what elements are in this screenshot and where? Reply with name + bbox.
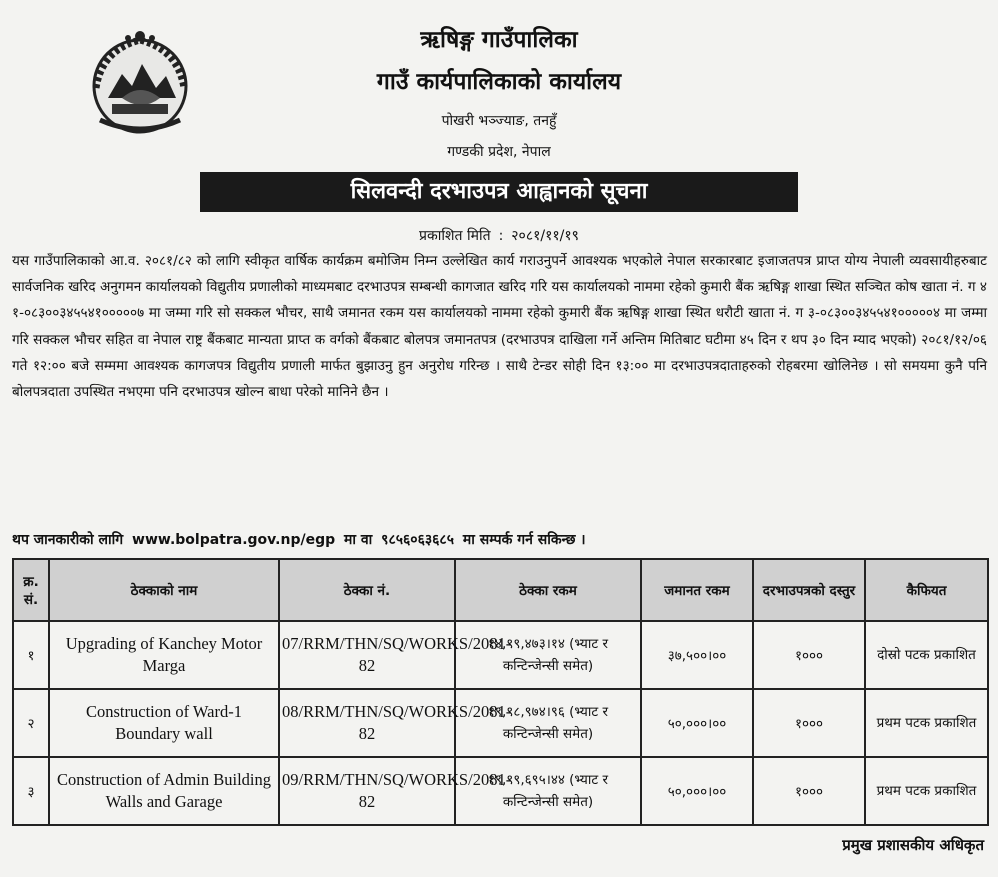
cell-contract-name: Construction of Ward-1 Boundary wall [49,689,279,757]
contact-mid: मा वा [344,532,373,548]
contact-phone: ९८५६०६३६८५ [381,532,454,548]
notice-title: सिलवन्दी दरभाउपत्र आह्वानको सूचना [200,172,798,212]
notice-body: यस गाउँपालिकाको आ.व. २०८१/८२ को लागि स्वीकृत वार्षिक कार्यक्रम बमोजिम निम्न उल्लेखित कार्य गराउनुपर्ने आवश्यक भएकोले नेपाल सरकारबाट इजाजतपत्र प्राप्त योग्य नेपाली व्यवसायीहरुबाट सार्वजनिक खरिद अनुगमन कार्यालयको विद्युतीय प्रणालीको माध्यमबाट दरभाउपत्र सम्बन्धी कागजात खरिद गरि यस कार्यालयको नाममा रहेको कुमारी बैंक ऋषिङ्ग शाखा स्थित सञ्चित कोष खाता नं. ग ४ १-०८३००३४५५४१०००००७ मा जम्मा गरि सो सक्कल भौचर, साथै जमानत रकम यस कार्यालयको नाममा रहेको कुमारी बैंक ऋषिङ्ग शाखा स्थित धरौटी खाता नं. ग ३-०८३००३४५५४१०००००४ मा जम्मा गरि सक्कल भौचर सहित वा नेपाल राष्ट्र बैंकबाट मान्यता प्राप्त क वर्गको बैंकबाट बोलपत्र जमानतपत्र (दरभाउपत्र दाखिला गर्ने अन्तिम मितिबाट घटीमा ४५ दिन र थप ३० दिन म्याद भएको) २०८१/१२/०६ गते १२:०० बजे सम्ममा आवश्यक कागजपत्र विद्युतीय प्रणाली मार्फत बुझाउनु हुन अनुरोध गरिन्छ । साथै टेन्डर सोही दिन १३:०० मा दरभाउपत्रदाताहरुको रोहबरमा खोलिनेछ । सो समयमा कुनै पनि बोलपत्रदाता उपस्थित नभएमा पनि दरभाउपत्र खोल्न बाधा परेको मानिने छैन । [12,253,987,401]
cell-fee: १००० [753,689,865,757]
cell-contract-name: Upgrading of Kanchey Motor Marga [49,621,279,689]
table-row [13,757,988,825]
office-name: गाउँ कार्यपालिकाको कार्यालय [376,69,622,95]
cell-bid-security: ५०,०००।०० [641,757,753,825]
contact-suffix: मा सम्पर्क गर्न सकिन्छ । [462,532,586,548]
organization-name: ऋषिङ्ग गाउँपालिका [420,27,578,53]
col-header-contract-number: ठेक्का नं. [279,559,455,621]
table-row [13,689,988,757]
col-header-fee: दरभाउपत्रको दस्तुर [753,559,865,621]
cell-serial: २ [13,689,49,757]
cell-contract-name: Construction of Admin Building Walls and Garage [49,757,279,825]
cell-bid-security: ५०,०००।०० [641,689,753,757]
col-header-remarks: कैफियत [865,559,988,621]
contact-url[interactable]: www.bolpatra.gov.np/egp [132,532,336,548]
cell-remarks: प्रथम पटक प्रकाशित [865,689,988,757]
cell-contract-amount: १४,९९,४७३।१४ (भ्याट र कन्टिन्जेन्सी समेत) [455,621,641,689]
cell-fee: १००० [753,621,865,689]
col-header-contract-amount: ठेक्का रकम [455,559,641,621]
signatory-title: प्रमुख प्रशासकीय अधिकृत [842,836,984,854]
published-date-label: प्रकाशित मिति [419,228,491,244]
col-header-contract-name: ठेक्काको नाम [49,559,279,621]
published-date-line [0,226,998,245]
published-date-separator: : [498,228,504,244]
published-date-value: २०८१/११/१९ [511,228,579,244]
cell-remarks: प्रथम पटक प्रकाशित [865,757,988,825]
cell-bid-security: ३७,५००।०० [641,621,753,689]
col-header-serial: क्र. सं. [13,559,49,621]
tender-table [12,558,989,826]
cell-serial: १ [13,621,49,689]
office-address: पोखरी भञ्ज्याङ, तनहुँ [441,113,557,129]
cell-serial: ३ [13,757,49,825]
province-line: गण्डकी प्रदेश, नेपाल [447,144,551,160]
col-header-bid-security: जमानत रकम [641,559,753,621]
table-row [13,621,988,689]
contact-prefix: थप जानकारीको लागि [12,532,124,548]
cell-contract-amount: १९,९८,९७४।९६ (भ्याट र कन्टिन्जेन्सी समेत) [455,689,641,757]
cell-contract-number: 09/RRM/THN/SQ/WORKS/2081-82 [279,757,455,825]
table-header-row [13,559,988,621]
cell-contract-number: 08/RRM/THN/SQ/WORKS/2081-82 [279,689,455,757]
contact-line [12,530,590,549]
cell-fee: १००० [753,757,865,825]
cell-remarks: दोस्रो पटक प्रकाशित [865,621,988,689]
cell-contract-amount: १९,९९,६९५।४४ (भ्याट र कन्टिन्जेन्सी समेत) [455,757,641,825]
cell-contract-number: 07/RRM/THN/SQ/WORKS/2081-82 [279,621,455,689]
